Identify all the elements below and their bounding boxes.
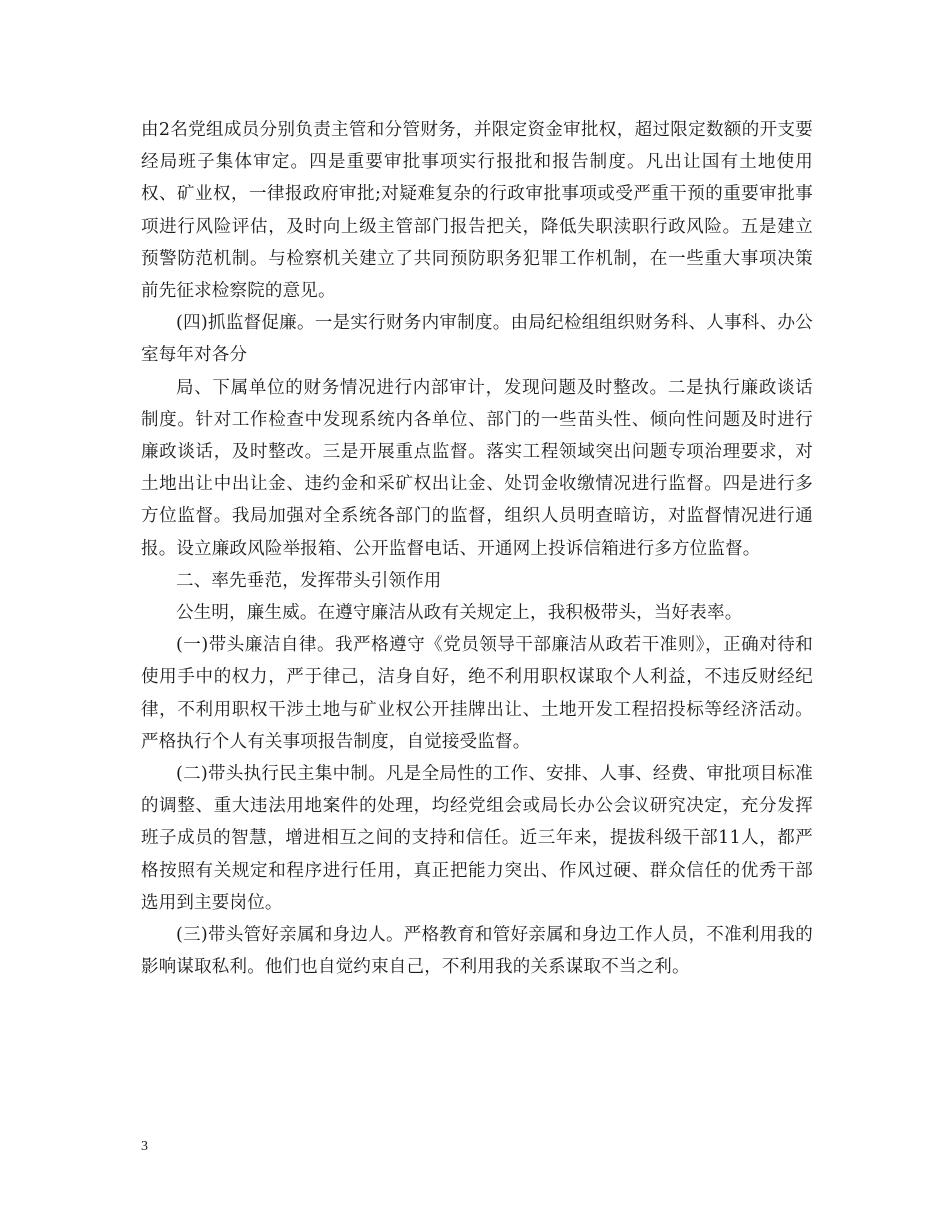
document-body [141, 114, 813, 983]
page-number: 3 [141, 1139, 148, 1154]
paragraph-2: (四)抓监督促廉。一是实行财务内审制度。由局纪检组组织财务科、人事科、办公室每年对各分 [141, 313, 813, 366]
paragraph-8: (三)带头管好亲属和身边人。严格教育和管好亲属和身边工作人员，不准利用我的影响谋取私利。他们也自觉约束自己，不利用我的关系谋取不当之利。 [141, 925, 813, 978]
paragraph-3: 局、下属单位的财务情况进行内部审计，发现问题及时整改。二是执行廉政谈话制度。针对工作检查中发现系统内各单位、部门的一些苗头性、倾向性问题及时进行廉政谈话，及时整改。三是开展重点监督。落实工程领域突出问题专项治理要求，对土地出让中出让金、违约金和采矿权出让金、处罚金收缴情况进行监督。四是进行多方位监督。我局加强对全系统各部门的监督，组织人员明查暗访，对监督情况进行通报。设立廉政风险举报箱、公开监督电话、开通网上投诉信箱进行多方位监督。 [141, 377, 813, 559]
section-heading-2: 二、率先垂范，发挥带头引领作用 [176, 570, 442, 591]
paragraph-5: 公生明，廉生威。在遵守廉洁从政有关规定上，我积极带头，当好表率。 [176, 603, 743, 624]
paragraph-7: (二)带头执行民主集中制。凡是全局性的工作、安排、人事、经费、审批项目标准的调整、重大违法用地案件的处理，均经党组会或局长办公会议研究决定，充分发挥班子成员的智慧，增进相互之间的支持和信任。近三年来，提拔科级干部11人，都严格按照有关规定和程序进行任用，真正把能力突出、作风过硬、群众信任的优秀干部选用到主要岗位。 [141, 764, 813, 913]
paragraph-6: (一)带头廉洁自律。我严格遵守《党员领导干部廉洁从政若干准则》，正确对待和使用手中的权力，严于律己，洁身自好，绝不利用职权谋取个人利益，不违反财经纪律，不利用职权干涉土地与矿业权公开挂牌出让、土地开发工程招投标等经济活动。严格执行个人有关事项报告制度，自觉接受监督。 [141, 635, 813, 752]
paragraph-1: 由2名党组成员分别负责主管和分管财务，并限定资金审批权，超过限定数额的开支要经局班子集体审定。四是重要审批事项实行报批和报告制度。凡出让国有土地使用权、矿业权，一律报政府审批;对疑难复杂的行政审批事项或受严重干预的重要审批事项进行风险评估，及时向上级主管部门报告把关，降低失职渎职行政风险。五是建立预警防范机制。与检察机关建立了共同预防职务犯罪工作机制，在一些重大事项决策前先征求检察院的意见。 [141, 120, 813, 302]
